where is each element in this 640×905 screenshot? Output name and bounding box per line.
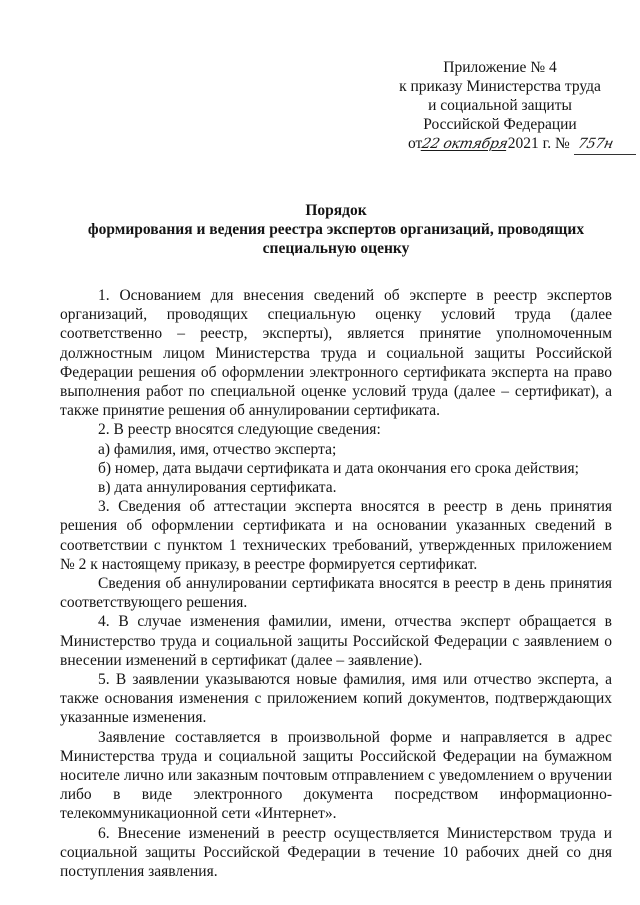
- title-line-2: формирования и ведения реестра экспертов организаций, проводящих: [87, 221, 585, 238]
- order-number-field: [574, 134, 636, 155]
- appendix-country-line: Российской Федерации: [423, 116, 577, 133]
- paragraph: Сведения об аннулировании сертификата вносятся в реестр в день принятия соответствующего решения.: [60, 575, 612, 612]
- paragraph: 4. В случае изменения фамилии, имени, отчества эксперт обращается в Министерство труда и социальной защиты Российской Федерации с заявлением о внесении изменений в сертификат (далее – заявление).: [60, 613, 612, 669]
- appendix-ministry-line: и социальной защиты: [428, 97, 572, 114]
- date-prefix: от: [408, 135, 423, 152]
- order-year: 2021 г. №: [507, 135, 570, 152]
- appendix-header: [380, 58, 620, 155]
- paragraph: Заявление составляется в произвольной форме и направляется в адрес Министерства труда и социальной защиты Российской Федерации на бумажном носителе лично или заказным почтовым отправлением с уведомлением о вручении либо в виде электронного документа посредством информационно-телекоммуникационной сети «Интернет».: [60, 728, 612, 823]
- handwritten-order-number: 757н: [576, 136, 615, 152]
- order-date-line: [380, 134, 620, 155]
- appendix-number: Приложение № 4: [443, 59, 557, 76]
- document-title: [60, 201, 612, 258]
- paragraph: 1. Основанием для внесения сведений об эксперте в реестр экспертов организаций, проводящих специальную оценку условий труда (далее соответственно – реестр, эксперты), является принятие уполномоченным должностным лицом Министерства труда и социальной защиты Российской Федерации решения об оформлении электронного сертификата эксперта на право выполнения работ по специальной оценке условий труда (далее – сертификат), а также принятие решения об аннулировании сертификата.: [60, 287, 612, 420]
- paragraph: б) номер, дата выдачи сертификата и дата окончания его срока действия;: [98, 459, 579, 477]
- title-line-1: Порядок: [305, 202, 367, 219]
- title-line-3: специальную оценку: [262, 240, 410, 257]
- paragraph: в) дата аннулирования сертификата.: [98, 479, 337, 497]
- paragraph: 3. Сведения об аттестации эксперта вносятся в реестр в день принятия решения об оформлении сертификата и на основании указанных сведений в соответствии с пунктом 1 технических требований, утвержденных приложением № 2 к настоящему приказу, в реестре формируется сертификат.: [60, 498, 612, 573]
- paragraph: 2. В реестр вносятся следующие сведения:: [98, 421, 381, 439]
- paragraph: 5. В заявлении указываются новые фамилия, имя или отчество эксперта, а также основания изменения с приложением копий документов, подтверждающих указанные изменения.: [60, 671, 612, 727]
- paragraph: а) фамилия, имя, отчество эксперта;: [98, 440, 337, 458]
- handwritten-date: 22 октября: [420, 136, 510, 152]
- document-body: [60, 286, 612, 881]
- paragraph: 6. Внесение изменений в реестр осуществляется Министерством труда и социальной защиты Российской Федерации в течение 10 рабочих дней со дня поступления заявления.: [60, 824, 612, 881]
- appendix-order-ref: к приказу Министерства труда: [399, 78, 601, 95]
